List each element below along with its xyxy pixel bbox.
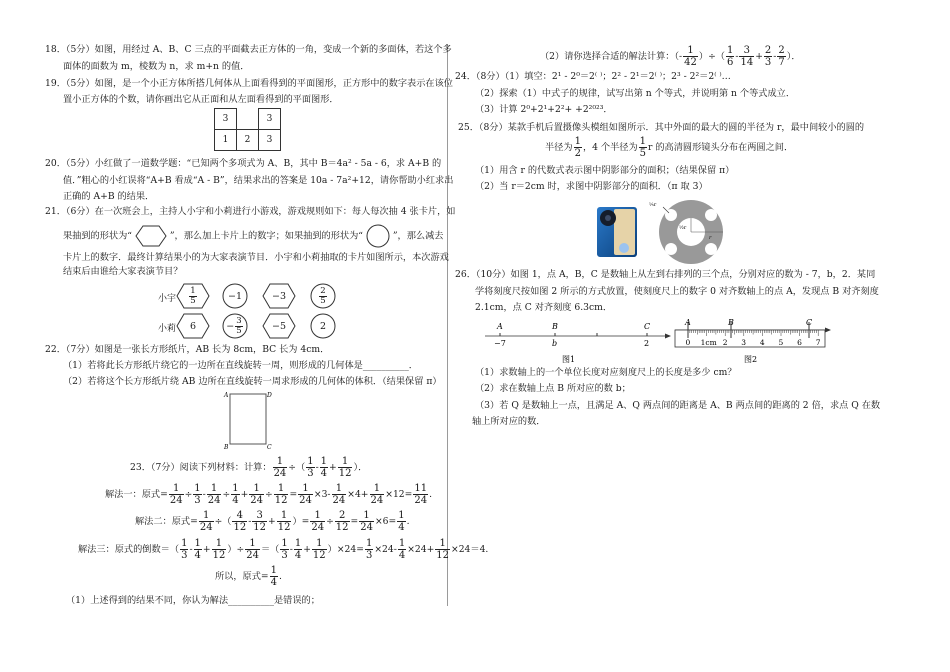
q20-line1: 20．（5分）小红做了一道数学题：“已知两个多项式为 A、B，其中 B＝4a² - 5a - 6，求 A+B 的 — [45, 158, 442, 169]
fraction — [764, 45, 772, 68]
ruler-label: 4 — [759, 338, 765, 347]
fraction — [777, 45, 785, 68]
card-value — [272, 321, 286, 332]
fraction — [332, 483, 347, 506]
q21-line1: 21．（6分）在一次班会上，主持人小宇和小莉进行小游戏，游戏规则如下：每人每次抽 4 张卡片，如 — [45, 206, 456, 217]
numerator: 1 — [281, 538, 288, 549]
q18-line1: 18．（5分）如图，用经过 A、B、C 三点的平面截去正方体的一角，变成一个新的多面体，若这个多 — [45, 44, 452, 55]
numerator: 1 — [398, 538, 406, 549]
denominator: 24 — [250, 495, 263, 506]
math-text: ）． — [353, 462, 368, 473]
math-text: ）×24= — [327, 544, 364, 555]
q24-line1: 24．（8分）（1）填空：2¹ - 2⁰＝2⁽ ⁾；2² - 2¹＝2⁽ ⁾；2³ - 2²＝2⁽ ⁾… — [455, 71, 731, 82]
math-text: − — [226, 320, 235, 332]
denominator: 12 — [253, 522, 267, 533]
numerator: 1 — [207, 483, 222, 495]
q19-line1: 19．（5分）如图，是一个小正方体所搭几何体从上面看得到的平面图形，正方形中的数字表示在该位 — [45, 78, 453, 89]
q26-part3-cont: 轴上所对应的数． — [472, 416, 546, 427]
fraction — [298, 483, 313, 506]
denominator: 3 — [281, 550, 288, 561]
grid-cell: 2 — [236, 129, 259, 151]
fraction — [639, 136, 647, 159]
q25-line1: 25．（8分）某款手机后置摄像头模组如图所示．其中外面的最大的圆的半径为 r，最中间较小的圆的 — [458, 122, 865, 133]
value-c: 2 — [644, 339, 650, 348]
math-text: −1 — [227, 290, 242, 302]
numerator: 2 — [764, 45, 772, 56]
numerator: 1 — [312, 538, 327, 550]
hexagon-card — [176, 283, 210, 309]
fraction — [320, 456, 328, 479]
math-text: ×3- — [313, 489, 331, 500]
numerator: 1 — [245, 538, 260, 550]
label-a: A — [224, 392, 229, 399]
numerator: 1 — [639, 136, 647, 147]
numerator: 1 — [194, 538, 201, 549]
fig2-caption: 图2 — [744, 355, 758, 364]
grid-cell: 1 — [214, 129, 237, 151]
numerator: 2 — [778, 45, 785, 56]
ruler-label: 1cm — [700, 338, 717, 347]
fraction — [280, 538, 288, 561]
numerator: 11 — [414, 483, 428, 494]
numerator: 1 — [212, 538, 227, 550]
math-text: . — [406, 516, 410, 527]
numerator: 3 — [739, 45, 754, 57]
math-text: ）= — [292, 516, 310, 527]
numerator: 1 — [359, 510, 374, 522]
fraction — [193, 483, 201, 506]
fig1-caption: 图1 — [562, 355, 576, 364]
fraction — [739, 45, 754, 68]
card-value — [320, 321, 326, 332]
q26-part3: （3）若 Q 是数轴上一点，且满足 A、Q 两点间的距离是 A、B 两点间的距离的 2 倍，求点 Q 在数 — [475, 400, 881, 411]
math-text: - — [773, 51, 777, 62]
q21-line2-a: 果抽到的形状为“ — [63, 230, 133, 242]
fraction — [274, 483, 289, 506]
point-b: B — [552, 322, 558, 331]
denominator: 5 — [639, 148, 647, 159]
numerator: 1 — [398, 510, 405, 521]
math-text: 6 — [189, 320, 197, 332]
fraction — [169, 483, 184, 506]
numerator: 1 — [181, 538, 188, 549]
numerator: 1 — [435, 538, 450, 550]
camera-module-figure — [645, 196, 755, 270]
grid-cell: 3 — [258, 129, 281, 151]
denominator: 3 — [365, 550, 373, 561]
denominator: 12 — [233, 522, 247, 533]
fraction — [235, 317, 242, 336]
q23-method3 — [78, 538, 488, 561]
math-text: −3 — [271, 290, 286, 302]
fraction — [270, 565, 278, 588]
fraction — [180, 538, 188, 561]
rectangle-figure — [220, 388, 270, 450]
denominator: 12 — [277, 522, 291, 533]
numerator: 1 — [273, 456, 288, 468]
math-text: 解法三：原式的倒数＝（ — [78, 544, 180, 555]
fraction — [249, 483, 264, 506]
denominator: 3 — [307, 468, 314, 479]
math-text: 2 — [319, 320, 327, 332]
q20-line3: 正确的 A+B 的结果． — [63, 191, 155, 202]
math-text: ，4 个半径为 — [582, 142, 638, 153]
numerator: 1 — [338, 456, 353, 468]
fraction — [310, 510, 325, 533]
q26-part1: （1）求数轴上的一个单位长度对应刻度尺上的长度是多少 cm？ — [475, 367, 737, 378]
math-text: ×24+ — [407, 544, 435, 555]
math-text: + — [303, 544, 311, 555]
math-text: ÷ — [265, 489, 273, 500]
denominator: 24 — [414, 495, 428, 506]
fraction — [306, 456, 314, 479]
q25-part1: （1）用含 r 的代数式表示图中阴影部分的面积；（结果保留 π） — [475, 165, 735, 176]
q22-part2: （2）若将这个长方形纸片绕 AB 边所在直线旋转一周求形成的几何体的体积．（结果保留 π） — [63, 376, 442, 387]
math-text: r 的高清圆形镜头分布在两圆之间． — [648, 142, 794, 153]
hexagon-card — [176, 313, 210, 339]
numerator: 3 — [252, 510, 267, 522]
q20-line2: 值．”粗心的小红误将“A+B 看成“A - B”，结果求出的答案是 10a - 7a²+12，请你帮助小红求出 — [63, 175, 454, 186]
math-text: - — [315, 462, 319, 473]
numerator: 1 — [169, 483, 184, 495]
card-value — [228, 291, 242, 302]
hexagon-card — [262, 283, 296, 309]
math-text: . — [429, 489, 432, 500]
math-text: −5 — [271, 320, 286, 332]
q23-conclusion — [215, 565, 282, 588]
denominator: 24 — [370, 495, 384, 506]
numerator: 1 — [232, 483, 239, 494]
q26-line3: 2.1cm，点 C 对齐刻度 6.3cm． — [475, 302, 613, 313]
fraction — [726, 45, 734, 68]
circle-card — [306, 283, 340, 309]
ruler-point-c: C — [806, 318, 813, 327]
numerator: 1 — [320, 456, 328, 467]
ruler-point-a: A — [685, 318, 691, 327]
fraction — [359, 510, 374, 533]
q21-line4: 结束后由谁给大家表演节目？ — [63, 266, 183, 277]
q24-part3: （3）计算 2⁰+2¹+2²+ +2²⁰²³． — [475, 104, 613, 115]
q23-method1 — [105, 483, 432, 506]
numerator: 1 — [726, 45, 734, 56]
numerator: 1 — [307, 456, 314, 467]
math-text: （2）请你选择合适的解法计算：（- — [540, 51, 683, 62]
numerator: 1 — [332, 483, 347, 495]
fraction — [370, 483, 385, 506]
math-text: ÷（ — [288, 462, 306, 473]
q19-line2: 置小正方体的个数，请你画出它从正面和从左面看得到的平面图形． — [63, 94, 339, 105]
math-text: 半径为 — [545, 142, 573, 153]
math-text: + — [268, 516, 276, 527]
math-text: - — [289, 544, 293, 555]
numerator: 1 — [310, 510, 325, 522]
fraction — [194, 538, 202, 561]
math-text: 23．（7分）阅读下列材料：计算： — [130, 462, 272, 473]
numerator: 1 — [249, 483, 264, 495]
math-text: ×4+ — [347, 489, 369, 500]
q23-part1: （1）上述得到的结果不同，你认为解法__________是错误的； — [66, 595, 320, 606]
denominator: 24 — [199, 522, 213, 533]
math-text: ＝（ — [260, 544, 280, 555]
q18-line2: 面体的面数为 m，棱数为 n，求 m+n 的值． — [63, 61, 250, 72]
ruler-label: 2 — [722, 338, 728, 347]
q23-part2 — [540, 45, 801, 68]
player-name: 小宇 — [158, 294, 177, 304]
denominator: 24 — [273, 468, 287, 479]
numerator: 1 — [190, 285, 196, 296]
numerator: 1 — [294, 538, 302, 549]
q21-line2-c: ”，那么减去 — [392, 230, 444, 242]
number-line-figures — [480, 318, 840, 366]
math-text: - — [735, 51, 739, 62]
arrow-icon — [665, 334, 671, 339]
math-text: - — [189, 544, 193, 555]
numerator: 1 — [365, 538, 373, 549]
fraction — [189, 287, 196, 306]
denominator: 24 — [311, 522, 325, 533]
q26-part2: （2）求在数轴上点 B 所对应的数 b； — [475, 383, 631, 394]
numerator: 2 — [335, 510, 350, 522]
q26-line1: 26．（10分）如图 1，点 A，B，C 是数轴上从左到右排列的三个点，分别对应的数为 - 7，b，2．某同 — [455, 269, 876, 280]
denominator: 24 — [246, 550, 259, 561]
math-text: . — [279, 571, 282, 582]
denominator: 5 — [236, 325, 242, 336]
value-a: −7 — [494, 339, 506, 348]
fraction — [232, 510, 247, 533]
fraction — [207, 483, 222, 506]
fraction — [199, 510, 214, 533]
math-text: + — [202, 544, 211, 555]
card-value — [188, 287, 197, 306]
q21-line3: 卡片上的数字．最终计算结果小的为大家表演节目．小宇和小莉抽取的卡片如图所示，本次游戏 — [63, 252, 449, 263]
fraction — [312, 538, 327, 561]
q25-line2 — [545, 136, 793, 159]
ruler-label: 0 — [685, 338, 691, 347]
denominator: 12 — [212, 550, 226, 561]
q22-line1: 22．（7分）如图是一张长方形纸片，AB 长为 8cm，BC 长为 4cm． — [45, 344, 330, 355]
numerator: 1 — [683, 45, 698, 57]
math-text: + — [329, 462, 337, 473]
label-small-radius: ⅕r — [649, 202, 657, 208]
phone-image — [596, 206, 638, 258]
math-text: 所以，原式= — [215, 571, 269, 582]
denominator: 3 — [181, 550, 188, 561]
math-text: 解法二：原式= — [135, 516, 198, 527]
hexagon-card — [262, 313, 296, 339]
math-text: ×24＝4. — [451, 544, 489, 555]
denominator: 4 — [294, 550, 302, 561]
hexagon-icon — [135, 225, 167, 247]
fraction — [252, 510, 267, 533]
denominator: 12 — [436, 550, 450, 561]
denominator: 24 — [360, 522, 373, 533]
math-text: - — [202, 489, 206, 500]
numerator: 1 — [199, 510, 214, 522]
fraction — [397, 510, 405, 533]
grid-cell: 3 — [258, 108, 281, 130]
q23-method2 — [135, 510, 410, 533]
q26-line2: 学将刻度尺按如图 2 所示的方式放置，使刻度尺上的数字 0 对齐数轴上的点 A，发现点 B 对齐刻度 — [475, 286, 879, 297]
fraction — [294, 538, 302, 561]
fraction — [212, 538, 227, 561]
circle-icon — [366, 224, 390, 248]
denominator: 24 — [332, 495, 346, 506]
denominator: 2 — [574, 148, 581, 159]
card-value — [318, 287, 327, 306]
denominator: 24 — [299, 495, 312, 506]
fraction — [398, 538, 406, 561]
denominator: 12 — [338, 468, 352, 479]
numerator: 1 — [274, 483, 289, 495]
label-mid-radius: ½r — [679, 225, 687, 231]
math-text: ×6= — [374, 516, 397, 527]
denominator: 4 — [270, 577, 278, 588]
math-text: + — [755, 51, 763, 62]
circle-card — [218, 313, 252, 339]
numerator: 4 — [232, 510, 247, 522]
numerator: 1 — [574, 136, 581, 147]
denominator: 7 — [778, 57, 785, 68]
fraction — [413, 483, 428, 506]
math-text: - — [248, 516, 252, 527]
denominator: 3 — [194, 495, 201, 506]
math-text: ）÷ — [227, 544, 245, 555]
math-text: = — [350, 516, 359, 527]
denominator: 14 — [740, 57, 754, 68]
fraction — [683, 45, 698, 68]
denominator: 4 — [232, 495, 239, 506]
player-name: 小莉 — [158, 324, 177, 334]
label-c: C — [267, 444, 272, 451]
denominator: 12 — [274, 495, 288, 506]
denominator: 42 — [684, 57, 697, 68]
numerator: 1 — [370, 483, 385, 495]
denominator: 4 — [320, 468, 328, 479]
math-text: = — [289, 489, 298, 500]
q22-part1: （1）若将此长方形纸片绕它的一边所在直线旋转一周，则形成的几何体是__________． — [63, 360, 418, 371]
point-c: C — [644, 322, 651, 331]
circle-card — [306, 313, 340, 339]
fraction — [338, 456, 353, 479]
value-b: b — [552, 339, 558, 348]
ruler-label: 6 — [797, 338, 802, 347]
denominator: 4 — [398, 522, 405, 533]
fraction — [365, 538, 373, 561]
denominator: 5 — [320, 295, 326, 306]
fraction — [231, 483, 239, 506]
math-text: ×12= — [385, 489, 413, 500]
q21-line2 — [63, 224, 444, 249]
math-text: ×24- — [374, 544, 397, 555]
denominator: 4 — [194, 550, 201, 561]
ruler-label: 5 — [778, 338, 784, 347]
label-big-radius: r — [709, 235, 712, 241]
q25-part2: （2）当 r＝2cm 时，求图中阴影部分的面积．（π 取 3） — [475, 181, 708, 192]
card-value — [190, 321, 196, 332]
math-text: 解法一：原式= — [105, 489, 168, 500]
math-text: ）． — [786, 51, 801, 62]
numerator: 1 — [194, 483, 201, 494]
denominator: 5 — [190, 295, 196, 306]
column-divider — [447, 44, 448, 606]
fraction — [273, 456, 288, 479]
label-d: D — [267, 392, 272, 399]
q23-stem — [130, 456, 367, 479]
denominator: 3 — [764, 57, 772, 68]
math-text: ÷ — [326, 516, 334, 527]
math-text: ÷（ — [214, 516, 232, 527]
math-text: ÷ — [222, 489, 231, 500]
grid-cell: 3 — [214, 108, 237, 130]
fraction — [435, 538, 450, 561]
denominator: 6 — [726, 57, 734, 68]
arrow-icon — [825, 328, 831, 333]
denominator: 12 — [312, 550, 326, 561]
math-text: ÷ — [184, 489, 193, 500]
ruler-label: 7 — [815, 338, 821, 347]
fraction — [245, 538, 260, 561]
circle-card — [218, 283, 252, 309]
ruler-label: 3 — [741, 338, 747, 347]
point-a: A — [497, 322, 503, 331]
math-text: + — [240, 489, 249, 500]
card-value — [272, 291, 286, 302]
numerator: 2 — [320, 285, 326, 296]
fraction — [319, 287, 326, 306]
numerator: 1 — [277, 510, 292, 522]
numerator: 1 — [298, 483, 313, 495]
denominator: 24 — [207, 495, 221, 506]
fraction — [335, 510, 350, 533]
numerator: 1 — [270, 565, 278, 576]
ruler-point-b: B — [728, 318, 734, 327]
numerator: 3 — [236, 315, 242, 326]
fraction — [277, 510, 292, 533]
denominator: 4 — [398, 550, 406, 561]
label-b: B — [224, 444, 229, 451]
denominator: 24 — [169, 495, 183, 506]
math-text: ）÷（ — [698, 51, 725, 62]
q21-line2-b: ”，那么加上卡片上的数字；如果抽到的形状为“ — [169, 230, 364, 242]
fraction — [574, 136, 582, 159]
q24-part2: （2）探索（1）中式子的规律，试写出第 n 个等式，并说明第 n 个等式成立． — [475, 88, 796, 99]
denominator: 12 — [335, 522, 349, 533]
card-value — [226, 317, 243, 336]
